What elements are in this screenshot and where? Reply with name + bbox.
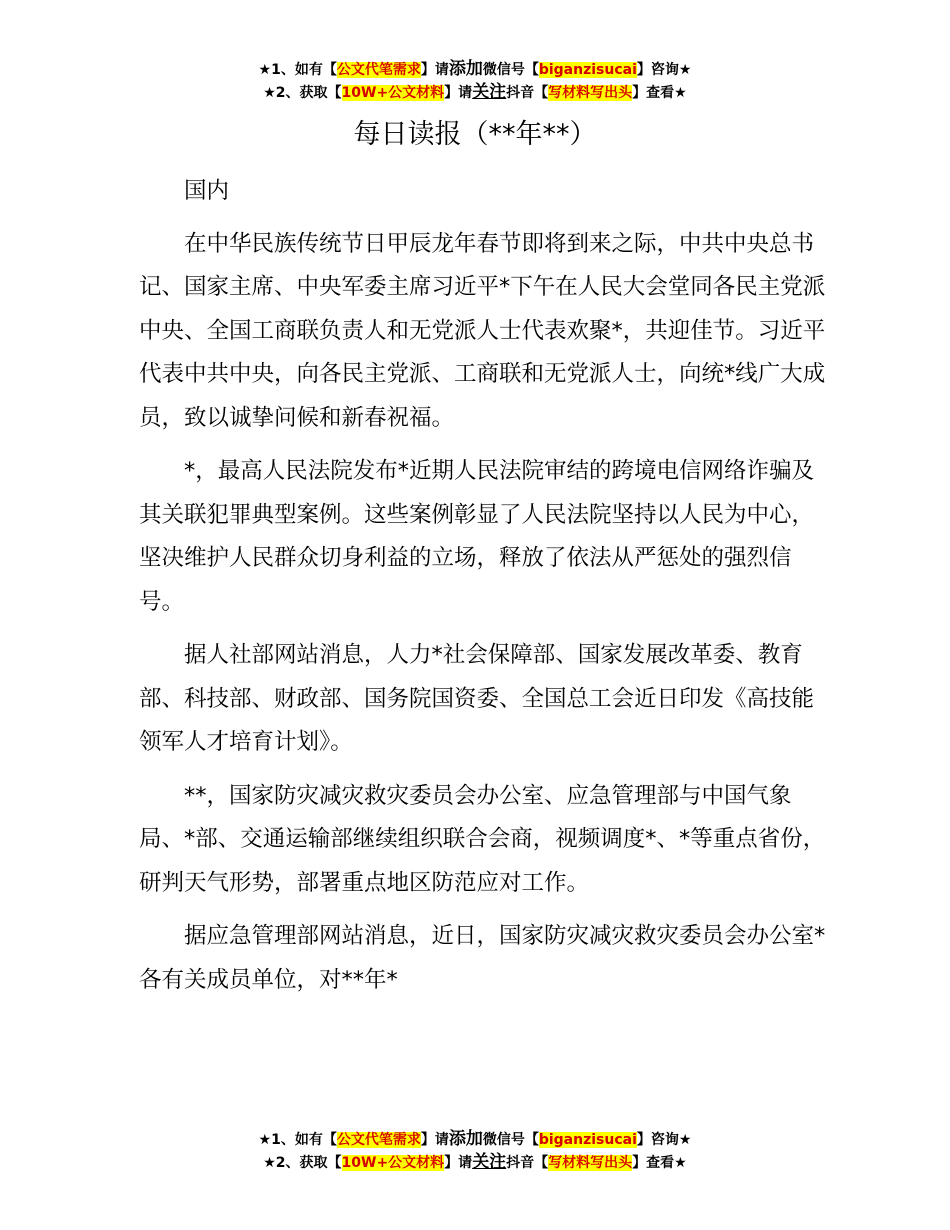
promo-text: 】咨询★ [636,62,692,78]
promo-highlight: 公文代笔需求 [336,1132,421,1148]
promo-banner-top [0,58,950,104]
promo-banner-bottom [0,1128,950,1174]
promo-text: 微信号【 [482,62,539,78]
promo-emphasis: 添加 [448,59,483,79]
promo-emphasis: 添加 [448,1129,483,1149]
section-heading: 国内 [184,178,230,204]
promo-line-1 [0,58,950,81]
news-paragraph: 据应急管理部网站消息，近日，国家防灾减灾救灾委员会办公室*各有关成员单位，对**年* [139,923,826,993]
promo-line-2 [0,1151,950,1174]
news-paragraph: 在中华民族传统节日甲辰龙年春节即将到来之际，中共中央总书记、国家主席、中央军委主席习近平*下午在人民大会堂同各民主党派中央、全国工商联负责人和无党派人士代表欢聚*，共迎佳节。习近平代表中共中央，向各民主党派、工商联和无党派人士，向统*线广大成员，致以诚挚问候和新春祝福。 [139,230,826,431]
promo-highlight-wechat: biganzisucai [538,1132,637,1148]
promo-text: 抖音【 [506,85,549,101]
promo-highlight-douyin: 写材料写出头 [548,85,633,101]
promo-text: 抖音【 [506,1155,549,1171]
promo-text: 】咨询★ [636,1132,692,1148]
promo-text: 】查看★ [632,85,687,101]
promo-emphasis: 关注 [472,82,507,102]
promo-highlight: 10W+公文材料 [341,85,445,101]
document-title: 每日读报（**年**） [353,119,597,150]
document-body [139,170,829,1012]
promo-text: 微信号【 [482,1132,539,1148]
promo-emphasis: 关注 [472,1152,507,1172]
promo-highlight-douyin: 写材料写出头 [548,1155,633,1171]
promo-text: ★1、如有【 [258,62,337,78]
promo-line-1 [0,1128,950,1151]
news-paragraph: **，国家防灾减灾救灾委员会办公室、应急管理部与中国气象局、*部、交通运输部继续组织联合会商，视频调度*、*等重点省份，研判天气形势，部署重点地区防范应对工作。 [139,782,826,896]
promo-text: ★1、如有【 [258,1132,337,1148]
promo-highlight: 公文代笔需求 [336,62,421,78]
promo-text: ★2、获取【 [263,85,342,101]
promo-text: ★2、获取【 [263,1155,342,1171]
news-paragraph: *，最高人民法院发布*近期人民法院审结的跨境电信网络诈骗及其关联犯罪典型案例。这些案例彰显了人民法院坚持以人民为中心，坚决维护人民群众切身利益的立场，释放了依法从严惩处的强烈信号。 [139,458,815,615]
promo-text: 】请 [420,1132,449,1148]
promo-highlight: 10W+公文材料 [341,1155,445,1171]
promo-text: 】请 [444,85,473,101]
promo-text: 】请 [420,62,449,78]
promo-highlight-wechat: biganzisucai [538,62,637,78]
news-paragraph: 据人社部网站消息，人力*社会保障部、国家发展改革委、教育部、科技部、财政部、国务院国资委、全国总工会近日印发《高技能领军人才培育计划》。 [139,642,815,755]
promo-line-2 [0,81,950,104]
promo-text: 】查看★ [632,1155,687,1171]
promo-text: 】请 [444,1155,473,1171]
